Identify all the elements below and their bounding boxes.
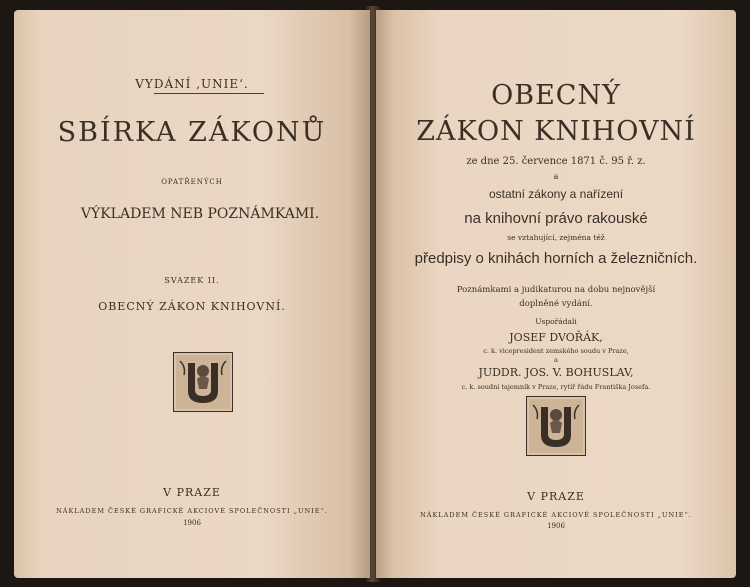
year: 1906 <box>547 522 565 530</box>
title-line-2: ZÁKON KNIHOVNÍ <box>416 116 696 147</box>
series-title: SBÍRKA ZÁKONŮ <box>57 117 327 148</box>
regulations-line: předpisy o knihách horních a železničních. <box>414 250 698 267</box>
edition-underline <box>154 93 264 94</box>
year: 1906 <box>183 519 201 527</box>
conjunction-a-2: a <box>554 356 558 364</box>
author-2: JUDDR. JOS. V. BOHUSLAV, <box>478 366 634 379</box>
publisher-emblem <box>173 352 233 412</box>
notes-line-1: Poznámkami a judikaturou na dobu nejnovější <box>456 285 656 295</box>
other-laws-line: ostatní zákony a nařízení <box>488 187 624 201</box>
right-page <box>376 10 736 578</box>
author-1: JOSEF DVOŘÁK, <box>509 331 603 344</box>
subtitle-main: VÝKLADEM NEB POZNÁMKAMI. <box>80 206 320 222</box>
related-line: se vztahující, zejména též <box>507 233 605 242</box>
place: V PRAZE <box>527 490 585 503</box>
volume-title: OBECNÝ ZÁKON KNIHOVNÍ. <box>98 300 286 313</box>
publisher-emblem <box>526 396 586 456</box>
author-1-title: c. k. vicepresident zemského soudu v Praze, <box>483 347 629 355</box>
publisher-line: NÁKLADEM ČESKÉ GRAFICKÉ AKCIOVÉ SPOLEČNOSTI „UNIE“. <box>56 507 328 515</box>
subtitle-small: OPATŘENÝCH <box>161 178 223 186</box>
volume-number: SVAZEK II. <box>164 276 220 285</box>
date-line: ze dne 25. července 1871 č. 95 ř. z. <box>466 156 646 167</box>
publisher-line: NÁKLADEM ČESKÉ GRAFICKÉ AKCIOVÉ SPOLEČNOSTI „UNIE“. <box>420 511 692 519</box>
austrian-law-line: na knihovní právo rakouské <box>464 210 648 227</box>
edition-label: VYDÁNÍ ‚UNIE‘. <box>135 77 249 91</box>
author-2-title: c. k. soudní tajemník v Praze, rytíř řádu Františka Josefa. <box>461 383 651 391</box>
notes-line-2: doplněné vydání. <box>519 299 593 309</box>
arranged-by: Uspořádali <box>535 317 577 326</box>
left-page <box>14 10 370 578</box>
conjunction-a: a <box>553 172 559 181</box>
title-line-1: OBECNÝ <box>491 80 621 111</box>
place: V PRAZE <box>163 486 221 499</box>
